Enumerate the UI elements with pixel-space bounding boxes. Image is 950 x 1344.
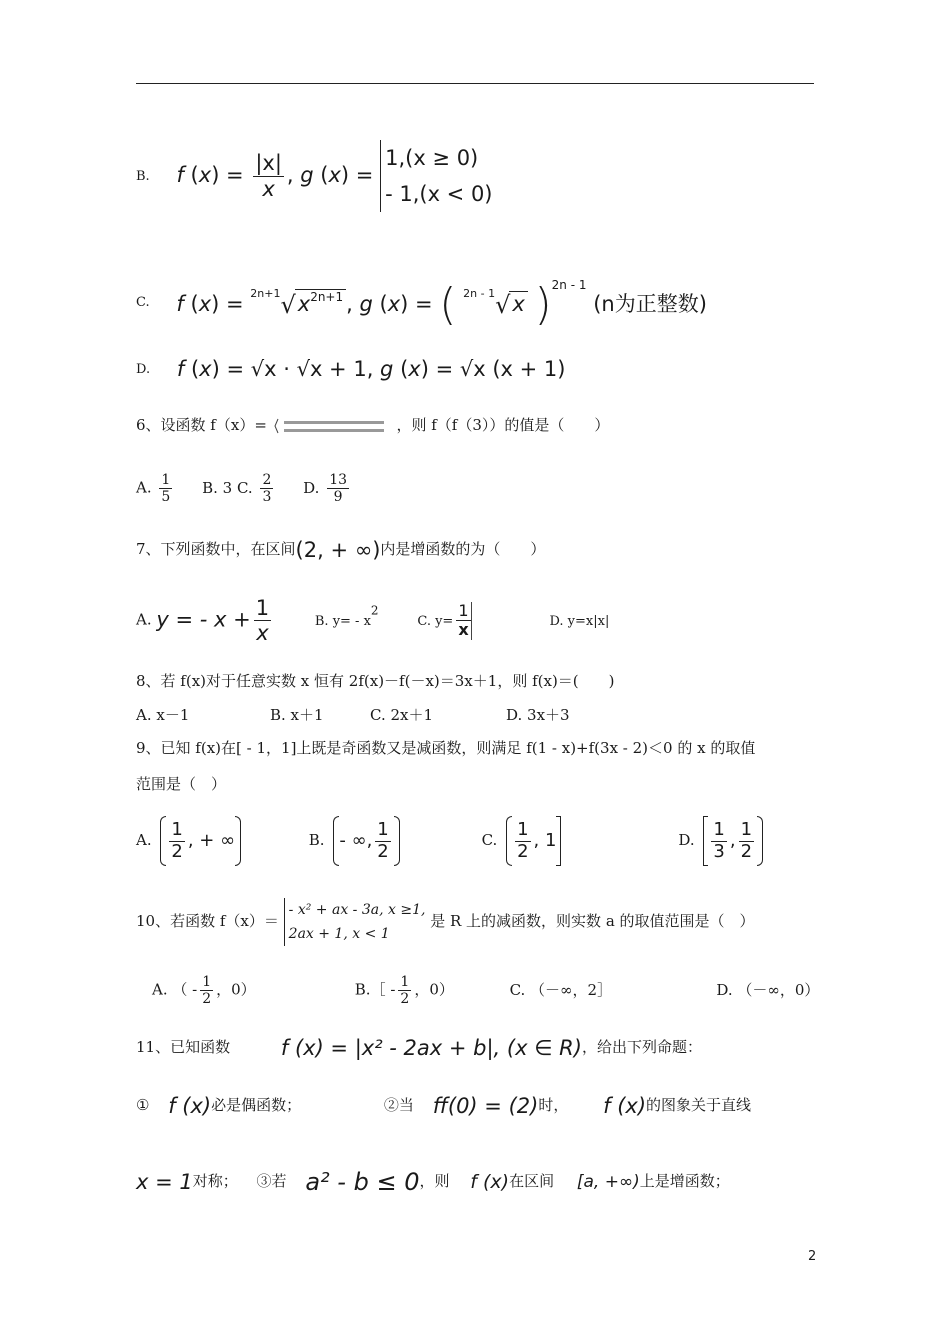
q11-p3-tail: 上是增函数； xyxy=(639,1172,730,1190)
q10-b-den: 2 xyxy=(400,991,410,1008)
q6-a-den: 5 xyxy=(161,489,171,506)
option-b-label: B. xyxy=(136,168,150,184)
b-x: x xyxy=(198,163,212,187)
q10-a-label: A. （ - xyxy=(152,980,198,999)
c-root-index2: 2n - 1 xyxy=(463,287,496,300)
q11-stem-b: ，给出下列命题： xyxy=(581,1038,702,1056)
b-cases xyxy=(380,140,492,212)
b-frac-den-x: x xyxy=(262,176,275,201)
d-part1: √x · √x + 1 xyxy=(250,357,367,381)
q7-interval: (2, + ∞) xyxy=(295,538,381,562)
q6-c-num: 2 xyxy=(262,472,272,488)
option-c-label: C. xyxy=(136,295,150,310)
q9-c-num: 1 xyxy=(517,818,529,840)
q9-b-pre: - ∞, xyxy=(339,830,373,851)
q10-stem-b: 是 R 上的减函数，则实数 a 的取值范围是（ ） xyxy=(430,912,755,930)
q9-b-label: B. xyxy=(308,831,325,849)
q9-c-interval xyxy=(502,816,565,866)
q10-b-num: 1 xyxy=(400,974,410,990)
q10-case2: 2ax + 1, x < 1 xyxy=(288,926,390,942)
q10-d: D. （－∞，0） xyxy=(716,980,820,999)
question-8: 8、若 f(x)对于任意实数 x 恒有 2f(x)－f(－x)＝3x＋1，则 f(x)＝( ) xyxy=(136,672,615,690)
b-g: g xyxy=(300,163,314,187)
q6-d-num: 13 xyxy=(329,472,348,488)
q9-b xyxy=(309,816,477,866)
q9-d-num1: 1 xyxy=(713,818,725,840)
q11-p2-line: x = 1 xyxy=(136,1170,193,1194)
b-frac xyxy=(253,151,284,200)
d-part2: √x (x + 1) xyxy=(459,357,566,381)
c-sup1: 2n+1 xyxy=(310,290,344,304)
q11-p3-in: 在区间 xyxy=(509,1172,555,1190)
q11-p2-fx: f (x) xyxy=(603,1094,647,1118)
question-11 xyxy=(136,1036,702,1060)
q6-b-c: B. 3 C. xyxy=(202,478,253,497)
q10-stem-a: 10、若函数 f（x）＝ xyxy=(136,912,279,930)
c-radicand1: x xyxy=(297,292,311,316)
q11-expr: f (x) = |x² - 2ax + b|, (x ∈ R) xyxy=(280,1036,582,1060)
q9-c-den: 2 xyxy=(517,840,529,862)
q11-p3-mark: ③若 xyxy=(256,1172,287,1190)
q7-b: B. y= - x xyxy=(314,613,371,629)
question-7 xyxy=(136,538,545,562)
q10-a-num: 1 xyxy=(202,974,212,990)
q6-a: A. xyxy=(136,478,152,497)
option-b xyxy=(136,140,493,212)
q9-d-den2: 2 xyxy=(740,840,753,862)
q6-function-image xyxy=(272,415,392,437)
q6-stem-b: ，则 f（f（3））的值是（ ） xyxy=(396,416,610,434)
q6-a-num: 1 xyxy=(161,472,171,488)
q6-a-frac xyxy=(159,472,172,505)
q10-b-frac xyxy=(398,974,411,1007)
q6-d-den: 9 xyxy=(333,489,343,506)
q9-d-frac1 xyxy=(711,820,726,862)
question-9-line2: 范围是（ ） xyxy=(136,775,227,793)
q7-c-num: 1 xyxy=(458,600,469,620)
q7-a-den xyxy=(254,621,270,645)
q11-p3-interval: [a, +∞) xyxy=(576,1172,640,1192)
q7-c-den: x xyxy=(458,620,469,640)
q9-b-den: 2 xyxy=(377,840,389,862)
q11-p1-fx: f (x) xyxy=(168,1094,212,1118)
q9-d-frac2 xyxy=(739,820,754,862)
option-d-label: D. xyxy=(136,361,151,377)
q7-b-sup: 2 xyxy=(370,603,379,618)
q7-a: A. xyxy=(136,610,152,629)
q9-c-label: C. xyxy=(481,831,498,849)
c-root-index1: 2n+1 xyxy=(250,287,281,300)
page-number: 2 xyxy=(808,1249,817,1264)
q9-a xyxy=(136,816,304,866)
q7-a-den-x: x xyxy=(256,621,269,646)
q6-stem-a: 6、设函数 f（x）= xyxy=(136,416,267,434)
q9-d-den1: 3 xyxy=(713,840,725,862)
q7-choices xyxy=(136,596,609,645)
q10-choices xyxy=(152,974,819,1007)
c-outer-exp: 2n - 1 xyxy=(551,278,587,292)
b-frac-den xyxy=(260,177,276,201)
q10-b-rest: ，0） xyxy=(414,980,454,999)
q9-c xyxy=(482,816,674,866)
question-10 xyxy=(136,898,755,946)
q7-a-expr: y = - x + xyxy=(156,607,251,632)
q8-b: B. x＋1 xyxy=(270,706,324,724)
q11-p2-sym: 对称； xyxy=(192,1172,238,1190)
q10-a-rest: ，0） xyxy=(216,980,256,999)
q9-b-num: 1 xyxy=(377,818,389,840)
q10-a-den: 2 xyxy=(202,991,212,1008)
q11-p2-expr: ff(0) = (2) xyxy=(432,1094,539,1118)
q11-p2-mark: ②当 xyxy=(383,1096,414,1114)
q10-case1: - x² + ax - 3a, x ≥1, xyxy=(288,902,426,918)
q7-d: D. y=x|x| xyxy=(549,613,610,629)
header-rule xyxy=(136,83,814,84)
q10-cases xyxy=(284,898,426,946)
q11-p3-expr: a² - b ≤ 0 xyxy=(305,1168,420,1196)
q6-choices xyxy=(136,472,352,505)
q8-c: C. 2x＋1 xyxy=(370,706,434,724)
q8-a: A. x－1 xyxy=(136,706,190,724)
q9-b-frac xyxy=(375,820,390,862)
q7-stem-b: 内是增函数的为（ ） xyxy=(380,540,546,558)
q11-p2: 时， xyxy=(538,1096,569,1114)
option-d xyxy=(136,357,565,381)
q9-a-num: 1 xyxy=(171,818,183,840)
q6-d: D. xyxy=(303,478,320,497)
b-eq: = xyxy=(355,163,374,187)
q11-propositions-2 xyxy=(136,1168,730,1196)
b-frac-num: |x| xyxy=(255,151,282,176)
q10-a-frac xyxy=(200,974,213,1007)
c-note: (n为正整数) xyxy=(593,292,707,316)
b-f: f xyxy=(176,163,184,187)
q9-d-num2: 1 xyxy=(740,818,753,840)
b-x2: x xyxy=(328,163,341,187)
c-radicand2: x xyxy=(512,292,525,316)
q10-c: C. （－∞，2］ xyxy=(509,980,613,999)
q7-a-frac xyxy=(254,596,271,645)
q9-c-frac xyxy=(515,820,530,862)
option-c xyxy=(136,278,707,330)
question-9-line1: 9、已知 f(x)在[ - 1，1]上既是奇函数又是减函数，则满足 f(1 - x)+f(3x - 2)＜0 的 x 的取值 xyxy=(136,739,756,757)
q7-a-num: 1 xyxy=(255,596,270,620)
q10-a xyxy=(152,974,350,1007)
b-case2: - 1,(x < 0) xyxy=(385,182,493,206)
option-b-math: f (x) = $\frac{|x|}{x}$ , g (x) = 1,(x ≥ 0) - 1,(x < 0) xyxy=(176,140,492,212)
q9-a-frac xyxy=(169,820,184,862)
q9-d-label: D. xyxy=(678,831,695,849)
q11-p3-fx: f (x) xyxy=(470,1171,510,1193)
q9-c-rest: , 1 xyxy=(533,830,557,851)
q7-a-math xyxy=(156,596,274,645)
q11-stem-a: 11、已知函数 xyxy=(136,1038,231,1056)
b-case1: 1,(x ≥ 0) xyxy=(385,146,479,170)
q9-d xyxy=(678,816,767,866)
question-6 xyxy=(136,414,609,437)
q6-c-frac xyxy=(260,472,273,505)
q10-b xyxy=(355,974,505,1007)
q11-propositions-1 xyxy=(136,1094,751,1118)
q6-c-den: 3 xyxy=(262,489,272,506)
q9-a-label: A. xyxy=(136,831,152,849)
q8-choices xyxy=(136,704,570,725)
q9-b-interval xyxy=(329,816,403,866)
q9-choices xyxy=(136,816,767,866)
q11-p3-comma: ，则 xyxy=(419,1172,450,1190)
option-d-math: f (x) = √x · √x + 1, g (x) = √x (x + 1) xyxy=(176,357,566,381)
q11-p1-mark: ① xyxy=(136,1096,150,1114)
q8-d: D. 3x＋3 xyxy=(506,706,570,724)
q9-a-den: 2 xyxy=(171,840,183,862)
q9-a-interval xyxy=(156,816,245,866)
q9-d-interval: $\frac{1}{3}$ , $\frac{1}{2}$ xyxy=(699,816,767,866)
q11-p2-tail: 的图象关于直线 xyxy=(646,1096,752,1114)
q6-d-frac xyxy=(327,472,349,505)
option-c-math: f $(x) = ^{2n+1}√x^{2n+1}$ , g (x) = ( $^{2n - 1}$√x )$^{2n - 1}$ (n为正整数) xyxy=(176,278,707,330)
q9-a-rest: , + ∞ xyxy=(187,830,236,851)
q7-c: C. y= xyxy=(417,613,454,629)
q11-p1: 必是偶函数； xyxy=(211,1096,302,1114)
q7-stem-a: 7、下列函数中，在区间 xyxy=(136,540,296,558)
q7-c-frac xyxy=(456,602,471,640)
q10-b-label: B.［ - xyxy=(354,980,396,999)
